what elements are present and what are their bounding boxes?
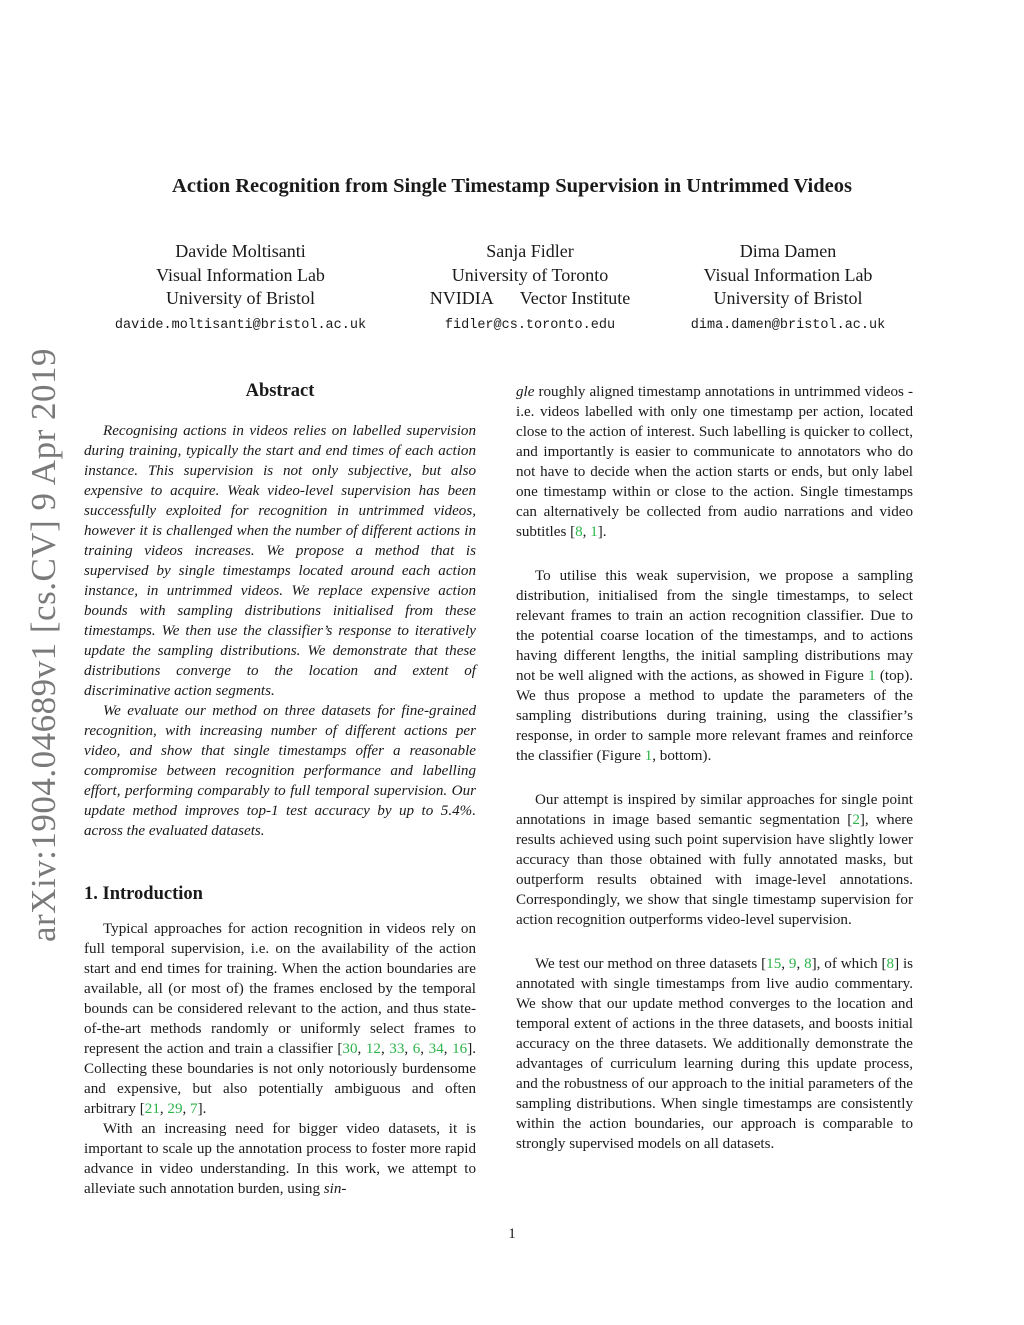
intro-paragraph: To utilise this weak supervision, we propose a sampling distribution, initialised from the single timestamps, to select relevant frames to train an action recognition classifier. Due to the potential coarse location of the timestamps, and to actions having different lengths, the initial sampling distributions may not be well aligned with the actions, as showed in Figure 1 (top). We thus propose a method to update the parameters of the sampling distributions during training, using the classifier’s response, in order to sample more relevant frames and reinforce the classifier (Figure 1, bottom). [516, 568, 913, 764]
author-email: fidler@cs.toronto.edu [444, 317, 616, 333]
citation-link[interactable]: 34 [428, 1041, 444, 1057]
citation-link[interactable]: 21 [144, 1101, 160, 1117]
citation-link[interactable]: 9 [788, 956, 797, 972]
author-email: davide.moltisanti@bristol.ac.uk [114, 317, 367, 333]
left-column [84, 380, 476, 1199]
arxiv-stamp: arXiv:1904.04689v1 [cs.CV] 9 Apr 2019 [24, 347, 63, 943]
abstract-heading: Abstract [245, 381, 315, 401]
citation-link[interactable]: 7 [190, 1101, 198, 1117]
intro-paragraph: Typical approaches for action recognition in videos rely on full temporal supervision, i.e. on the availability of the action start and end times for training. When the action boundaries are available, all (or most of) the frames enclosed by the temporal bounds can be considered relevant to the action, and thus state-of-the-art methods randomly or uniformly select frames to represent the action and train a classifier [30, 12, 33, 6, 34, 16]. Collecting these boundaries is not only notoriously burdensome and expensive, but also potentially ambiguous and often arbitrary [21, 29, 7]. [84, 921, 477, 1117]
citation-link[interactable]: 8 [575, 524, 583, 540]
citation-link[interactable]: 30 [342, 1041, 358, 1057]
introduction-heading: 1. Introduction [84, 884, 203, 904]
author-name: Davide Moltisanti [175, 241, 306, 261]
figure-link[interactable]: 1 [644, 748, 653, 764]
author-affiliation: Visual Information Lab [156, 264, 325, 285]
author-block [668, 240, 908, 337]
citation-link[interactable]: 29 [167, 1101, 183, 1117]
author-email: dima.damen@bristol.ac.uk [690, 317, 886, 333]
page-number: 1 [508, 1226, 516, 1242]
citation-link[interactable]: 8 [886, 956, 895, 972]
abstract-section [84, 380, 476, 841]
citation-link[interactable]: 12 [365, 1041, 381, 1057]
citation-link[interactable]: 33 [389, 1041, 405, 1057]
figure-link[interactable]: 1 [868, 668, 876, 684]
intro-paragraph: With an increasing need for bigger video datasets, it is important to scale up the annotation process to foster more rapid advance in video understanding. In this work, we attempt to alleviate such annotation burden, using sin- [84, 1121, 476, 1197]
author-affiliation: Visual Information Lab [703, 264, 873, 285]
author-affiliation: University of Bristol [166, 288, 315, 308]
citation-link[interactable]: 2 [852, 812, 860, 828]
author-affiliation: University of Toronto [451, 264, 609, 285]
citation-link[interactable]: 6 [412, 1041, 421, 1057]
citation-link[interactable]: 16 [452, 1041, 468, 1057]
author-block [88, 240, 393, 337]
citation-link[interactable]: 8 [804, 956, 812, 972]
intro-paragraph: gle roughly aligned timestamp annotations in untrimmed videos - i.e. videos labelled with only one timestamp per action, located close to the action of interest. Such labelling is quicker to collect, and importantly is easier to communicate to annotators who do not have to decide when the action starts or ends, but only label one timestamp within or close to the action. Single timestamps can alternatively be collected from audio narrations and video subtitles [8, 1]. [516, 384, 913, 540]
author-block [410, 240, 650, 337]
paper-title: Action Recognition from Single Timestamp Supervision in Untrimmed Videos [172, 175, 852, 197]
intro-paragraph: Our attempt is inspired by similar approaches for single point annotations in image based semantic segmentation [2], where results achieved using such point supervision have slightly lower accuracy than those obtained with fully annotated masks, but outperform results obtained with image-level annotations. Correspondingly, we show that single timestamp supervision for action recognition outperforms video-level supervision. [516, 792, 913, 928]
citation-link[interactable]: 15 [766, 956, 782, 972]
author-affiliation: University of Bristol [713, 288, 863, 308]
author-name: Dima Damen [739, 241, 837, 261]
intro-paragraph: We test our method on three datasets [15, 9, 8], of which [8] is annotated with single timestamps from live audio commentary. We show that our update method converges to the location and temporal extent of actions in the three datasets, and boosts initial accuracy on the three datasets. We additionally demonstrate the advantages of curriculum learning during this update process, and the robustness of our approach to the initial parameters of the sampling distributions. When single timestamps are consistently within the action boundaries, our approach is comparable to strongly supervised models on all datasets. [516, 956, 914, 1152]
right-column [516, 382, 913, 1154]
author-affiliation-vector: Vector Institute [519, 288, 631, 308]
author-affiliation [410, 287, 650, 311]
author-affiliation-nvidia: NVIDIA [429, 288, 494, 308]
author-name: Sanja Fidler [486, 241, 574, 261]
citation-link[interactable]: 1 [590, 524, 598, 540]
abstract-paragraph: We evaluate our method on three datasets for fine-grained recognition, with increasing number of different actions per video, and show that single timestamps offer a reasonable compromise between recognition performance and labelling effort, performing comparably to full temporal supervision. Our update method improves top-1 test accuracy by up to 5.4%. across the evaluated datasets. [84, 703, 476, 839]
abstract-paragraph: Recognising actions in videos relies on labelled supervision during training, typically the start and end times of each action instance. This supervision is not only subjective, but also expensive to acquire. Weak video-level supervision has been successfully exploited for recognition in untrimmed videos, however it is challenged when the number of different actions in training videos increases. We propose a method that is supervised by single timestamps located around each action instance, in untrimmed videos. We replace expensive action bounds with sampling distributions initialised from these timestamps. We then use the classifier’s response to iteratively update the sampling distributions. We demonstrate that these distributions converge to the location and extent of discriminative action segments. [84, 423, 476, 699]
